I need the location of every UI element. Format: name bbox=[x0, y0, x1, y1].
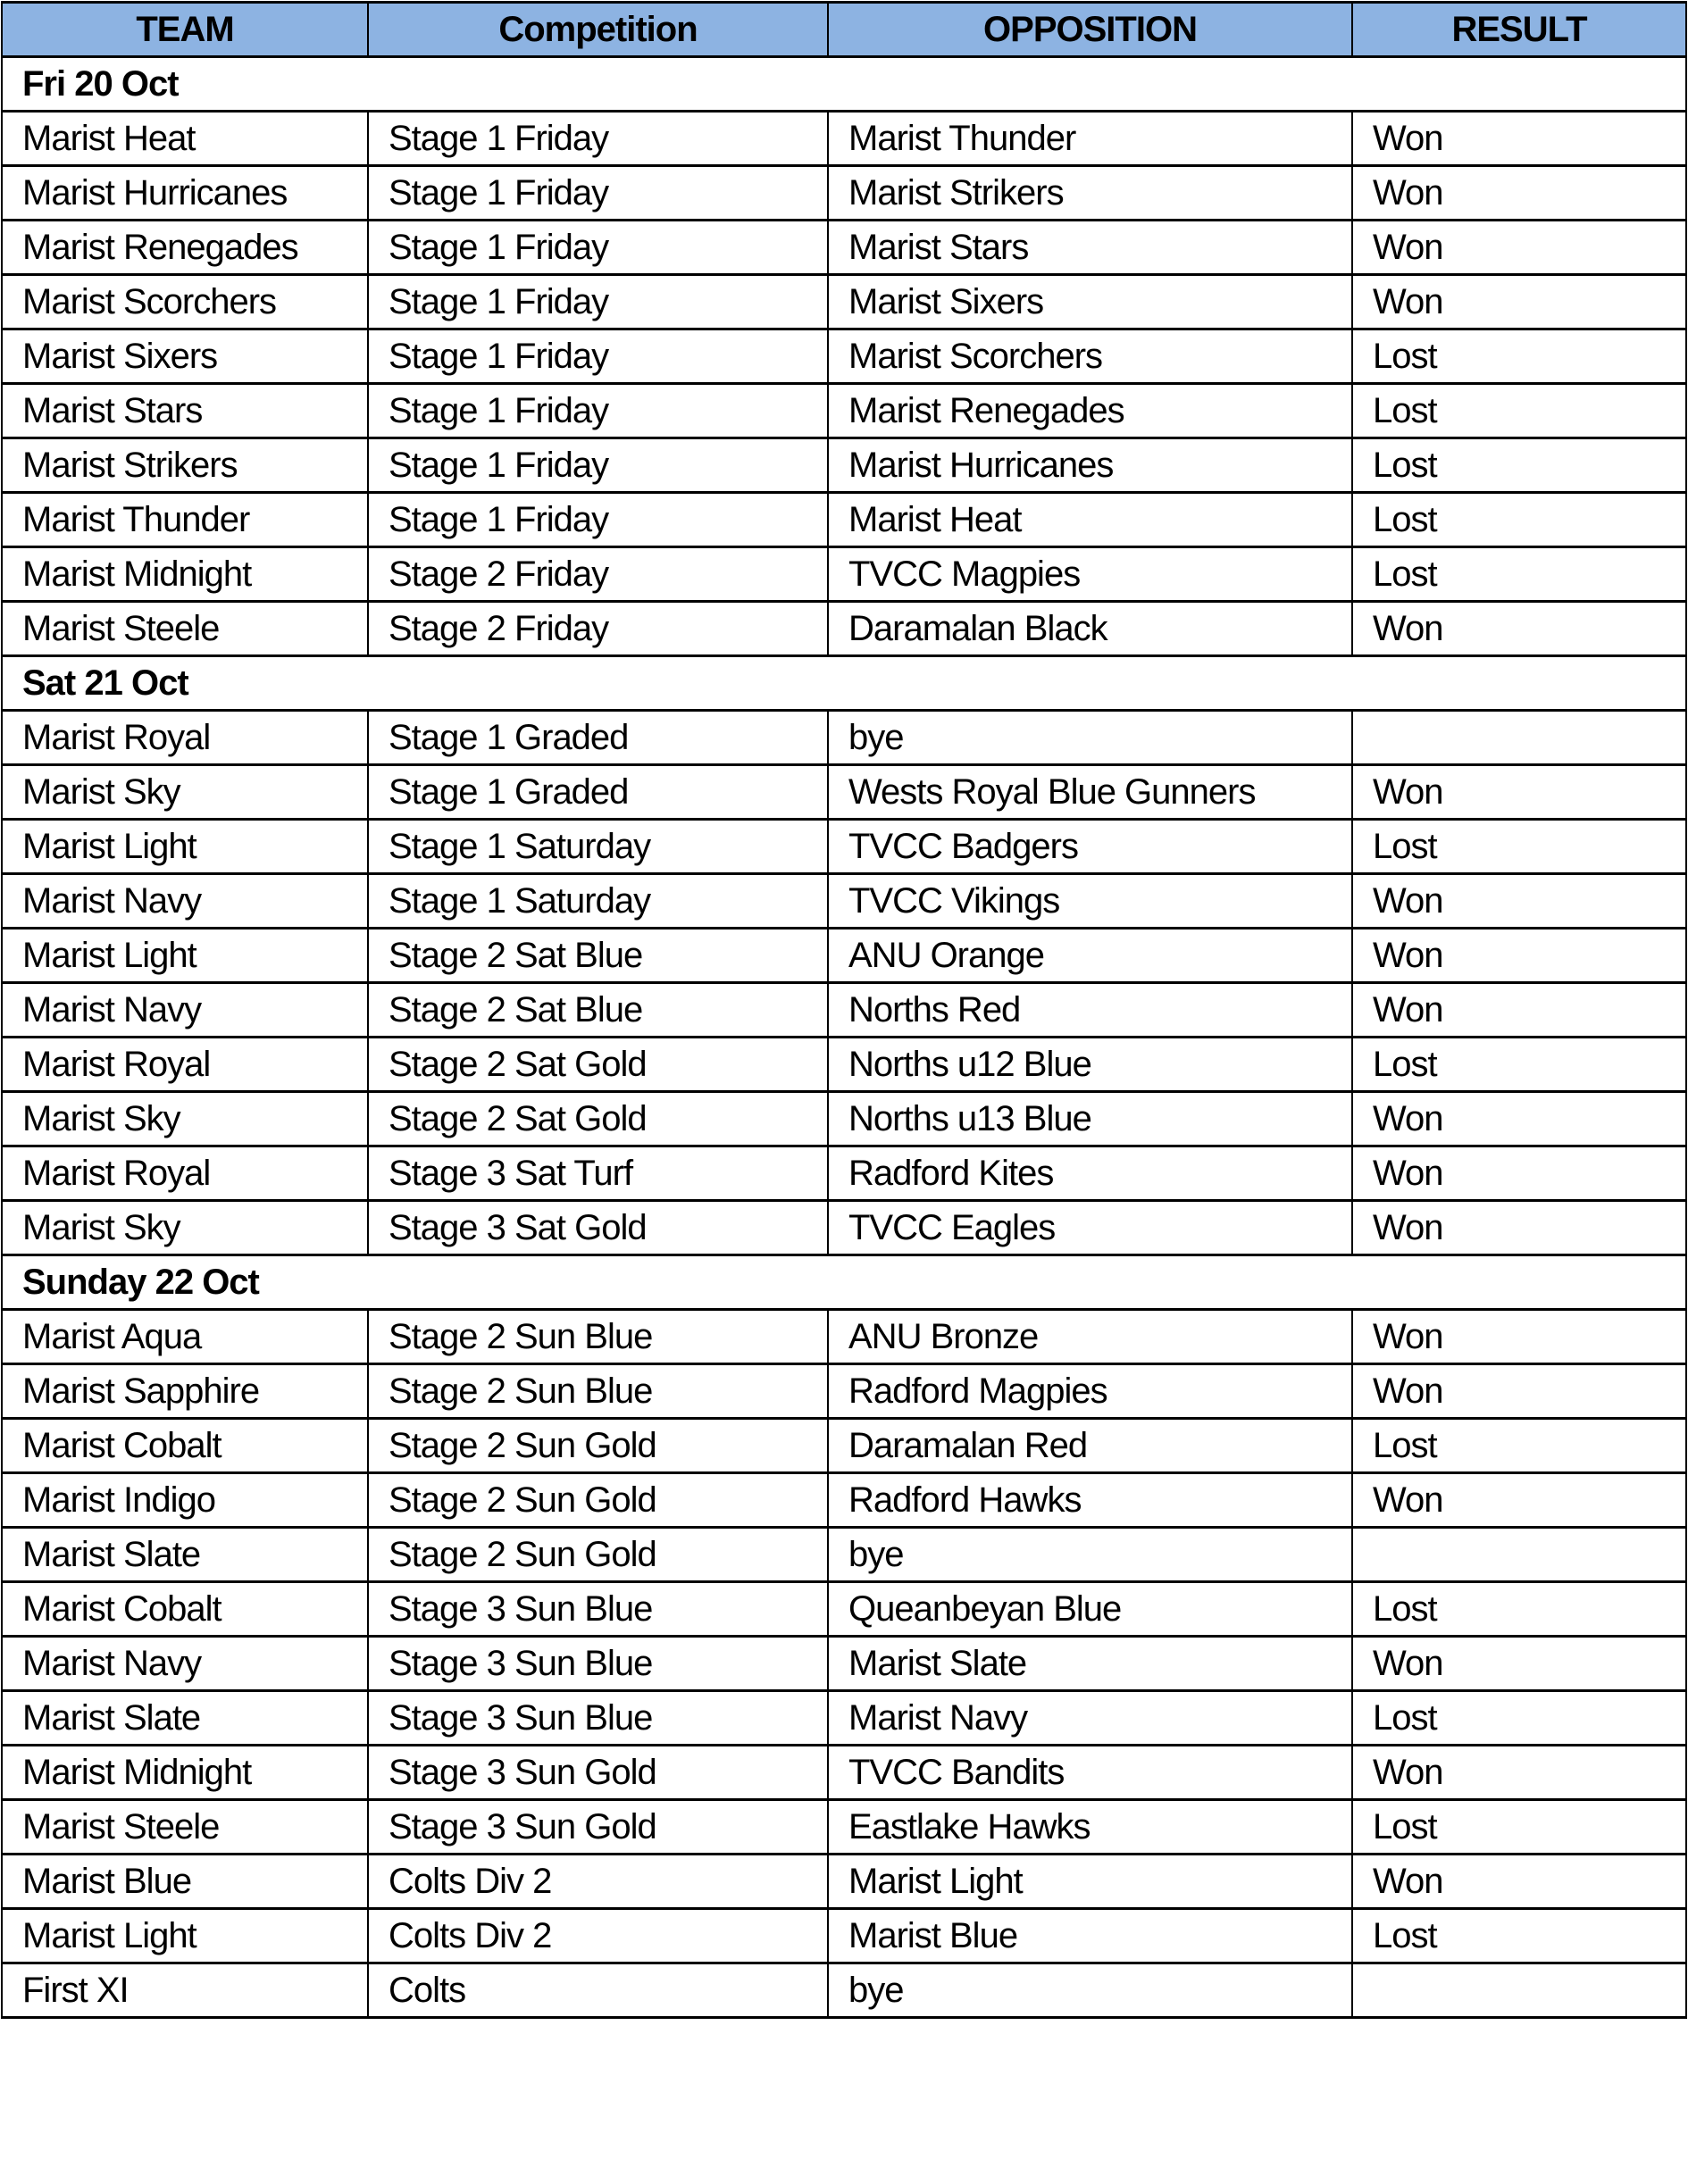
result-cell: Won bbox=[1352, 602, 1686, 656]
table-row bbox=[2, 1963, 1686, 2018]
competition-cell: Stage 3 Sun Blue bbox=[368, 1691, 828, 1746]
result-cell: Won bbox=[1352, 1092, 1686, 1146]
table-row bbox=[2, 1364, 1686, 1419]
table-row bbox=[2, 1909, 1686, 1963]
results-table bbox=[1, 1, 1687, 2019]
opposition-cell: bye bbox=[828, 711, 1352, 765]
result-cell: Lost bbox=[1352, 1419, 1686, 1473]
team-cell: Marist Light bbox=[2, 929, 368, 983]
opposition-cell: TVCC Magpies bbox=[828, 547, 1352, 602]
opposition-cell: TVCC Vikings bbox=[828, 874, 1352, 929]
competition-cell: Stage 1 Saturday bbox=[368, 874, 828, 929]
opposition-cell: Norths u13 Blue bbox=[828, 1092, 1352, 1146]
competition-cell: Stage 2 Sat Gold bbox=[368, 1092, 828, 1146]
team-cell: Marist Light bbox=[2, 820, 368, 874]
result-cell: Lost bbox=[1352, 1691, 1686, 1746]
section-date: Sat 21 Oct bbox=[2, 656, 1686, 711]
opposition-cell: Marist Blue bbox=[828, 1909, 1352, 1963]
table-row bbox=[2, 547, 1686, 602]
team-cell: Marist Blue bbox=[2, 1855, 368, 1909]
team-cell: Marist Scorchers bbox=[2, 275, 368, 329]
table-row bbox=[2, 275, 1686, 329]
team-cell: Marist Slate bbox=[2, 1528, 368, 1582]
competition-cell: Colts bbox=[368, 1963, 828, 2018]
result-cell: Won bbox=[1352, 1201, 1686, 1255]
result-cell: Won bbox=[1352, 874, 1686, 929]
competition-cell: Stage 2 Sat Blue bbox=[368, 983, 828, 1038]
table-row bbox=[2, 983, 1686, 1038]
table-row bbox=[2, 1310, 1686, 1364]
team-cell: Marist Thunder bbox=[2, 493, 368, 547]
result-cell: Won bbox=[1352, 166, 1686, 221]
result-cell: Won bbox=[1352, 1146, 1686, 1201]
team-cell: Marist Sky bbox=[2, 1092, 368, 1146]
header-opposition: OPPOSITION bbox=[828, 3, 1352, 57]
competition-cell: Stage 3 Sun Blue bbox=[368, 1582, 828, 1637]
section-date: Sunday 22 Oct bbox=[2, 1255, 1686, 1310]
opposition-cell: Marist Hurricanes bbox=[828, 438, 1352, 493]
table-row bbox=[2, 1419, 1686, 1473]
opposition-cell: Norths u12 Blue bbox=[828, 1038, 1352, 1092]
opposition-cell: ANU Orange bbox=[828, 929, 1352, 983]
competition-cell: Stage 1 Friday bbox=[368, 384, 828, 438]
result-cell bbox=[1352, 711, 1686, 765]
opposition-cell: TVCC Bandits bbox=[828, 1746, 1352, 1800]
section-date: Fri 20 Oct bbox=[2, 57, 1686, 112]
result-cell: Lost bbox=[1352, 1582, 1686, 1637]
header-result: RESULT bbox=[1352, 3, 1686, 57]
competition-cell: Stage 1 Graded bbox=[368, 711, 828, 765]
opposition-cell: Marist Renegades bbox=[828, 384, 1352, 438]
result-cell: Lost bbox=[1352, 438, 1686, 493]
result-cell: Lost bbox=[1352, 493, 1686, 547]
table-row bbox=[2, 112, 1686, 166]
team-cell: Marist Sky bbox=[2, 765, 368, 820]
opposition-cell: Wests Royal Blue Gunners bbox=[828, 765, 1352, 820]
team-cell: Marist Royal bbox=[2, 711, 368, 765]
team-cell: Marist Midnight bbox=[2, 1746, 368, 1800]
opposition-cell: Daramalan Red bbox=[828, 1419, 1352, 1473]
opposition-cell: Marist Slate bbox=[828, 1637, 1352, 1691]
table-row bbox=[2, 602, 1686, 656]
table-row bbox=[2, 929, 1686, 983]
opposition-cell: Marist Heat bbox=[828, 493, 1352, 547]
team-cell: Marist Royal bbox=[2, 1146, 368, 1201]
table-row bbox=[2, 1201, 1686, 1255]
team-cell: Marist Heat bbox=[2, 112, 368, 166]
opposition-cell: Radford Magpies bbox=[828, 1364, 1352, 1419]
competition-cell: Stage 3 Sat Gold bbox=[368, 1201, 828, 1255]
result-cell: Won bbox=[1352, 983, 1686, 1038]
opposition-cell: Marist Scorchers bbox=[828, 329, 1352, 384]
competition-cell: Colts Div 2 bbox=[368, 1855, 828, 1909]
result-cell: Won bbox=[1352, 1637, 1686, 1691]
table-row bbox=[2, 1038, 1686, 1092]
competition-cell: Stage 3 Sun Blue bbox=[368, 1637, 828, 1691]
result-cell: Won bbox=[1352, 1310, 1686, 1364]
table-row bbox=[2, 1855, 1686, 1909]
competition-cell: Stage 2 Friday bbox=[368, 602, 828, 656]
result-cell: Won bbox=[1352, 1364, 1686, 1419]
team-cell: Marist Sky bbox=[2, 1201, 368, 1255]
opposition-cell: Eastlake Hawks bbox=[828, 1800, 1352, 1855]
result-cell: Lost bbox=[1352, 1038, 1686, 1092]
competition-cell: Stage 1 Graded bbox=[368, 765, 828, 820]
table-row bbox=[2, 1528, 1686, 1582]
section-row bbox=[2, 57, 1686, 112]
table-row bbox=[2, 820, 1686, 874]
competition-cell: Stage 2 Sat Gold bbox=[368, 1038, 828, 1092]
opposition-cell: bye bbox=[828, 1528, 1352, 1582]
competition-cell: Stage 1 Friday bbox=[368, 275, 828, 329]
team-cell: Marist Royal bbox=[2, 1038, 368, 1092]
competition-cell: Stage 2 Sun Gold bbox=[368, 1473, 828, 1528]
competition-cell: Stage 1 Friday bbox=[368, 493, 828, 547]
team-cell: Marist Navy bbox=[2, 874, 368, 929]
table-row bbox=[2, 1691, 1686, 1746]
competition-cell: Stage 1 Saturday bbox=[368, 820, 828, 874]
result-cell: Won bbox=[1352, 1473, 1686, 1528]
team-cell: Marist Navy bbox=[2, 983, 368, 1038]
result-cell: Lost bbox=[1352, 329, 1686, 384]
opposition-cell: Marist Thunder bbox=[828, 112, 1352, 166]
competition-cell: Stage 2 Sun Blue bbox=[368, 1310, 828, 1364]
opposition-cell: bye bbox=[828, 1963, 1352, 2018]
result-cell: Lost bbox=[1352, 547, 1686, 602]
result-cell: Won bbox=[1352, 1855, 1686, 1909]
header-team: TEAM bbox=[2, 3, 368, 57]
team-cell: Marist Strikers bbox=[2, 438, 368, 493]
team-cell: Marist Midnight bbox=[2, 547, 368, 602]
team-cell: Marist Renegades bbox=[2, 221, 368, 275]
competition-cell: Colts Div 2 bbox=[368, 1909, 828, 1963]
opposition-cell: Marist Sixers bbox=[828, 275, 1352, 329]
competition-cell: Stage 2 Sun Blue bbox=[368, 1364, 828, 1419]
result-cell: Won bbox=[1352, 112, 1686, 166]
opposition-cell: Norths Red bbox=[828, 983, 1352, 1038]
competition-cell: Stage 3 Sun Gold bbox=[368, 1746, 828, 1800]
result-cell: Won bbox=[1352, 1746, 1686, 1800]
table-row bbox=[2, 1746, 1686, 1800]
competition-cell: Stage 3 Sat Turf bbox=[368, 1146, 828, 1201]
team-cell: Marist Hurricanes bbox=[2, 166, 368, 221]
team-cell: Marist Navy bbox=[2, 1637, 368, 1691]
team-cell: Marist Cobalt bbox=[2, 1582, 368, 1637]
result-cell: Lost bbox=[1352, 1800, 1686, 1855]
table-row bbox=[2, 874, 1686, 929]
table-row bbox=[2, 1637, 1686, 1691]
opposition-cell: ANU Bronze bbox=[828, 1310, 1352, 1364]
opposition-cell: Daramalan Black bbox=[828, 602, 1352, 656]
competition-cell: Stage 3 Sun Gold bbox=[368, 1800, 828, 1855]
competition-cell: Stage 1 Friday bbox=[368, 329, 828, 384]
team-cell: First XI bbox=[2, 1963, 368, 2018]
opposition-cell: Marist Strikers bbox=[828, 166, 1352, 221]
team-cell: Marist Aqua bbox=[2, 1310, 368, 1364]
table-row bbox=[2, 1473, 1686, 1528]
results-body bbox=[2, 57, 1686, 2018]
competition-cell: Stage 2 Sat Blue bbox=[368, 929, 828, 983]
opposition-cell: TVCC Badgers bbox=[828, 820, 1352, 874]
table-row bbox=[2, 711, 1686, 765]
competition-cell: Stage 1 Friday bbox=[368, 112, 828, 166]
team-cell: Marist Indigo bbox=[2, 1473, 368, 1528]
team-cell: Marist Sixers bbox=[2, 329, 368, 384]
competition-cell: Stage 1 Friday bbox=[368, 438, 828, 493]
opposition-cell: Marist Stars bbox=[828, 221, 1352, 275]
opposition-cell: TVCC Eagles bbox=[828, 1201, 1352, 1255]
table-row bbox=[2, 1092, 1686, 1146]
table-row bbox=[2, 493, 1686, 547]
table-row bbox=[2, 384, 1686, 438]
opposition-cell: Marist Light bbox=[828, 1855, 1352, 1909]
team-cell: Marist Steele bbox=[2, 1800, 368, 1855]
team-cell: Marist Steele bbox=[2, 602, 368, 656]
section-row bbox=[2, 1255, 1686, 1310]
result-cell: Won bbox=[1352, 929, 1686, 983]
result-cell: Lost bbox=[1352, 820, 1686, 874]
opposition-cell: Marist Navy bbox=[828, 1691, 1352, 1746]
header-row bbox=[2, 3, 1686, 57]
result-cell bbox=[1352, 1528, 1686, 1582]
team-cell: Marist Cobalt bbox=[2, 1419, 368, 1473]
competition-cell: Stage 1 Friday bbox=[368, 166, 828, 221]
opposition-cell: Radford Kites bbox=[828, 1146, 1352, 1201]
table-row bbox=[2, 329, 1686, 384]
result-cell: Lost bbox=[1352, 384, 1686, 438]
competition-cell: Stage 2 Sun Gold bbox=[368, 1528, 828, 1582]
team-cell: Marist Light bbox=[2, 1909, 368, 1963]
result-cell bbox=[1352, 1963, 1686, 2018]
result-cell: Won bbox=[1352, 275, 1686, 329]
team-cell: Marist Slate bbox=[2, 1691, 368, 1746]
competition-cell: Stage 2 Friday bbox=[368, 547, 828, 602]
opposition-cell: Queanbeyan Blue bbox=[828, 1582, 1352, 1637]
table-row bbox=[2, 221, 1686, 275]
competition-cell: Stage 1 Friday bbox=[368, 221, 828, 275]
table-row bbox=[2, 765, 1686, 820]
table-row bbox=[2, 1800, 1686, 1855]
table-row bbox=[2, 1146, 1686, 1201]
table-row bbox=[2, 438, 1686, 493]
competition-cell: Stage 2 Sun Gold bbox=[368, 1419, 828, 1473]
result-cell: Won bbox=[1352, 765, 1686, 820]
header-competition: Competition bbox=[368, 3, 828, 57]
team-cell: Marist Stars bbox=[2, 384, 368, 438]
table-row bbox=[2, 166, 1686, 221]
section-row bbox=[2, 656, 1686, 711]
team-cell: Marist Sapphire bbox=[2, 1364, 368, 1419]
opposition-cell: Radford Hawks bbox=[828, 1473, 1352, 1528]
result-cell: Lost bbox=[1352, 1909, 1686, 1963]
table-row bbox=[2, 1582, 1686, 1637]
result-cell: Won bbox=[1352, 221, 1686, 275]
